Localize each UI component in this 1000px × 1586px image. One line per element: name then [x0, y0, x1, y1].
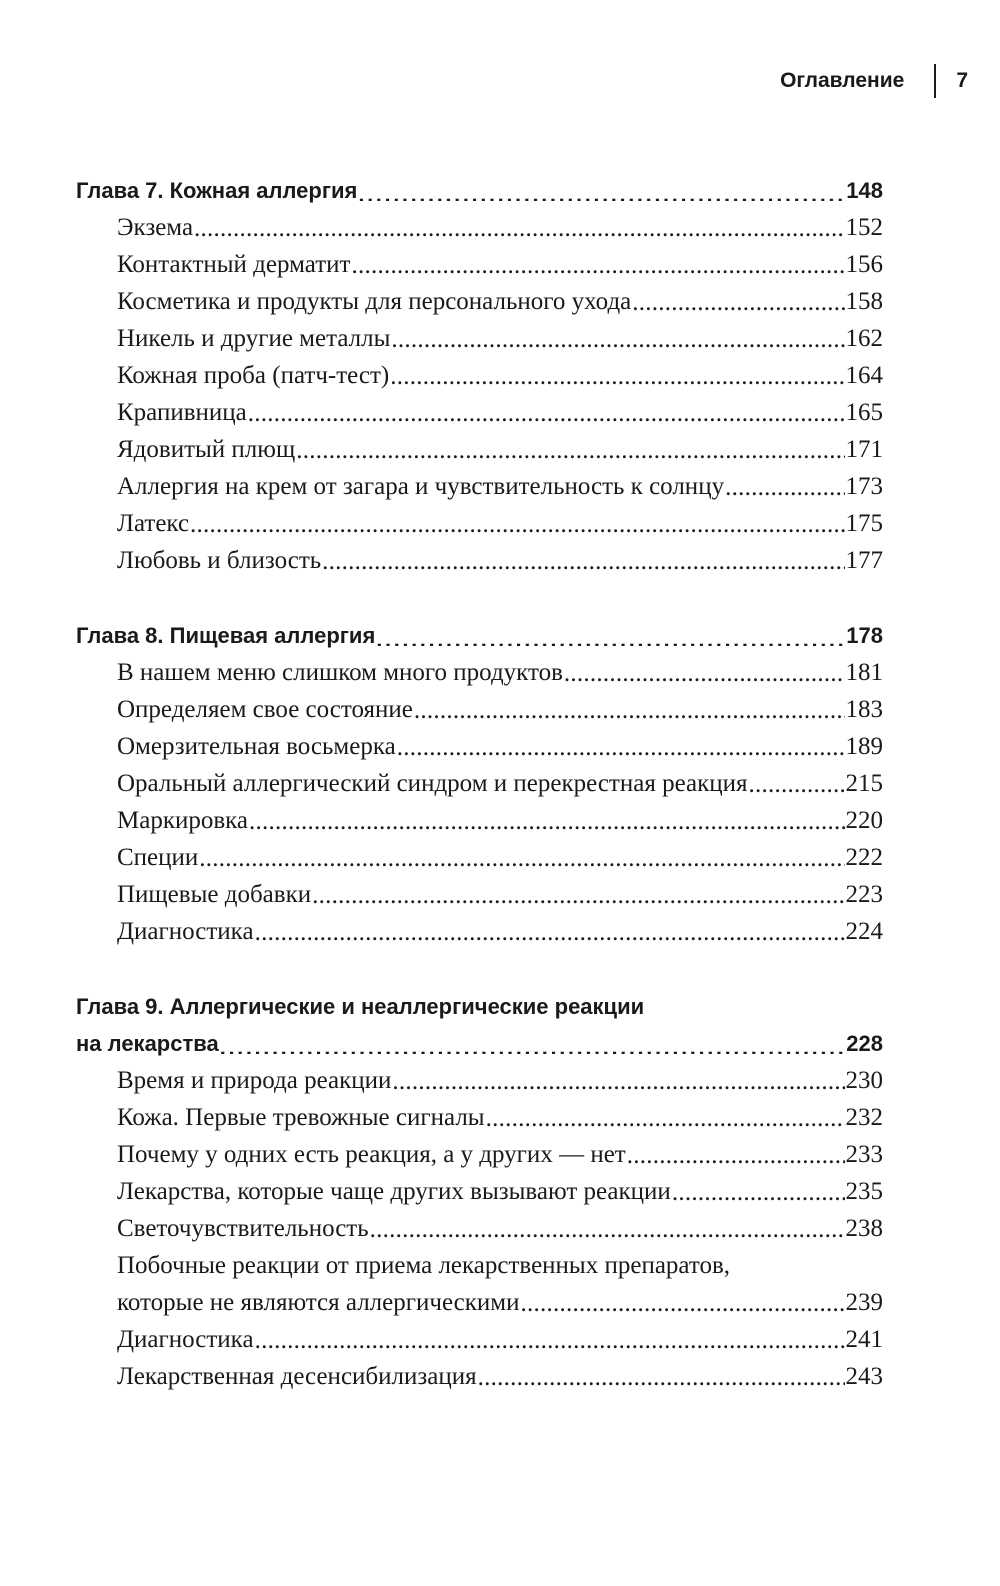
toc-entry-title: Маркировка: [117, 807, 249, 834]
toc-entry-title: Лекарства, которые чаще других вызывают реакции: [117, 1178, 671, 1205]
toc-entry-title: Аллергия на крем от загара и чувствительность к солнцу: [117, 473, 725, 500]
toc-page-number: 177: [845, 547, 883, 574]
toc-page-number: 243: [845, 1363, 883, 1390]
toc-page-number: 239: [845, 1289, 883, 1316]
dot-leader: [296, 436, 844, 461]
dot-leader: [632, 288, 844, 313]
toc-entry[interactable]: [76, 1062, 883, 1099]
running-header: [780, 64, 968, 98]
toc-entry-title: Определяем свое состояние: [117, 696, 413, 723]
chapter-spacer: [76, 950, 883, 988]
toc-chapter-7: [76, 172, 883, 209]
chapter-spacer: [76, 579, 883, 617]
toc-entry[interactable]: [76, 394, 883, 431]
dot-leader: [397, 733, 845, 758]
toc-entry-title: Никель и другие металлы: [117, 325, 391, 352]
toc-page-number: 173: [845, 473, 883, 500]
dot-leader: [627, 1141, 845, 1166]
toc-entry[interactable]: [76, 691, 883, 728]
dot-leader: [351, 251, 844, 276]
dot-leader: [391, 325, 844, 350]
toc-chapter-9[interactable]: [76, 988, 883, 1062]
toc-entry[interactable]: [76, 765, 883, 802]
toc-page-number: 222: [845, 844, 883, 871]
toc-page-number: 232: [845, 1104, 883, 1131]
toc-page-number: 152: [845, 214, 883, 241]
toc-entry[interactable]: [76, 728, 883, 765]
header-divider: [934, 64, 936, 98]
toc-entry-title: Диагностика: [117, 1326, 254, 1353]
toc-page-number: 156: [845, 251, 883, 278]
toc-page-number: 178: [846, 623, 883, 648]
toc-entry[interactable]: [76, 357, 883, 394]
toc-entry[interactable]: [76, 1210, 883, 1247]
dot-leader: [255, 1326, 845, 1351]
dot-leader: [255, 918, 845, 943]
toc-entry-title: Побочные реакции от приема лекарственных препаратов,: [117, 1252, 731, 1279]
dot-leader: [521, 1289, 845, 1314]
table-of-contents: [76, 172, 883, 1395]
toc-page-number: 183: [845, 696, 883, 723]
toc-entry-title: Крапивница: [117, 399, 247, 426]
toc-page-number: 223: [845, 881, 883, 908]
toc-entry-title: Контактный дерматит: [117, 251, 351, 278]
toc-entry[interactable]: [76, 505, 883, 542]
toc-entry-title: В нашем меню слишком много продуктов: [117, 659, 563, 686]
toc-entry[interactable]: [76, 283, 883, 320]
toc-chapter-heading[interactable]: [76, 617, 883, 654]
toc-page-number: 230: [845, 1067, 883, 1094]
toc-page-number: 220: [845, 807, 883, 834]
toc-entry-title: Пищевые добавки: [117, 881, 312, 908]
toc-chapter-heading[interactable]: [76, 172, 883, 209]
toc-entry[interactable]: [76, 246, 883, 283]
toc-page-number: 228: [846, 1031, 883, 1056]
dot-leader: [312, 881, 844, 906]
toc-page-number: 224: [845, 918, 883, 945]
toc-entry[interactable]: [76, 802, 883, 839]
dot-leader: [725, 473, 844, 498]
toc-entry-title: Экзема: [117, 214, 194, 241]
toc-page-number: 181: [845, 659, 883, 686]
toc-entry[interactable]: [76, 431, 883, 468]
toc-page-number: 235: [845, 1178, 883, 1205]
toc-page-number: 238: [845, 1215, 883, 1242]
toc-entry[interactable]: [76, 913, 883, 950]
toc-chapter-heading: [76, 1025, 883, 1062]
dot-leader: [322, 547, 844, 572]
toc-chapter-title: Глава 8. Пищевая аллергия: [76, 623, 376, 648]
toc-entry-title: Лекарственная десенсибилизация: [117, 1363, 477, 1390]
toc-page-number: 175: [845, 510, 883, 537]
dot-leader: [564, 659, 845, 684]
toc-chapter-title-continued: на лекарства: [76, 1031, 219, 1056]
toc-entry-title: Любовь и близость: [117, 547, 322, 574]
toc-page-number: 165: [845, 399, 883, 426]
toc-entry-title: Оральный аллергический синдром и перекрестная реакция: [117, 770, 748, 797]
toc-chapter-8: [76, 617, 883, 654]
toc-page-number: 189: [845, 733, 883, 760]
toc-page-number: 162: [845, 325, 883, 352]
toc-entry-title: Косметика и продукты для персонального ухода: [117, 288, 632, 315]
toc-entry-multiline[interactable]: [76, 1247, 883, 1321]
toc-entry-title: Кожная проба (патч-тест): [117, 362, 390, 389]
toc-entry[interactable]: [76, 320, 883, 357]
dot-leader: [478, 1363, 845, 1388]
toc-page-number: 164: [845, 362, 883, 389]
toc-entry-title: Специи: [117, 844, 199, 871]
toc-page-number: 158: [845, 288, 883, 315]
toc-entry-title: Кожа. Первые тревожные сигналы: [117, 1104, 485, 1131]
dot-leader: [194, 214, 844, 239]
toc-entry[interactable]: [76, 1358, 883, 1395]
dot-leader: [190, 510, 844, 535]
toc-entry[interactable]: [76, 839, 883, 876]
toc-entry-continued: [76, 1284, 883, 1321]
toc-entry-title: Время и природа реакции: [117, 1067, 392, 1094]
toc-entry-title-continued: которые не являются аллергическими: [117, 1289, 520, 1316]
toc-entry-title: Омерзительная восьмерка: [117, 733, 396, 760]
toc-entry[interactable]: [76, 1173, 883, 1210]
toc-page-number: 241: [845, 1326, 883, 1353]
dot-leader: [358, 179, 845, 201]
toc-entry[interactable]: [76, 542, 883, 579]
dot-leader: [486, 1104, 845, 1129]
toc-entry[interactable]: [76, 209, 883, 246]
dot-leader: [220, 1032, 846, 1054]
toc-entry[interactable]: [76, 876, 883, 913]
dot-leader: [199, 844, 844, 869]
section-title: Оглавление: [780, 69, 905, 92]
toc-page-number: 148: [846, 178, 883, 203]
toc-entry[interactable]: [76, 1136, 883, 1173]
dot-leader: [414, 696, 845, 721]
dot-leader: [248, 399, 845, 424]
toc-chapter-title: Глава 7. Кожная аллергия: [76, 178, 358, 203]
dot-leader: [390, 362, 844, 387]
page-number: 7: [956, 69, 968, 92]
toc-page-number: 215: [845, 770, 883, 797]
toc-entry[interactable]: [76, 1321, 883, 1358]
toc-entry[interactable]: [76, 468, 883, 505]
dot-leader: [392, 1067, 844, 1092]
toc-entry-title: Латекс: [117, 510, 190, 537]
toc-entry-title: Ядовитый плющ: [117, 436, 296, 463]
toc-entry-title: Диагностика: [117, 918, 254, 945]
dot-leader: [672, 1178, 845, 1203]
toc-entry-title: Светочувствительность: [117, 1215, 369, 1242]
toc-chapter-title: Глава 9. Аллергические и неаллергические реакции: [76, 994, 645, 1019]
toc-entry[interactable]: [76, 1099, 883, 1136]
dot-leader: [370, 1215, 845, 1240]
dot-leader: [376, 624, 845, 646]
dot-leader: [748, 770, 844, 795]
dot-leader: [249, 807, 844, 832]
toc-entry[interactable]: [76, 654, 883, 691]
toc-entry-title: Почему у одних есть реакция, а у других — нет: [117, 1141, 626, 1168]
toc-page-number: 233: [845, 1141, 883, 1168]
toc-page-number: 171: [845, 436, 883, 463]
